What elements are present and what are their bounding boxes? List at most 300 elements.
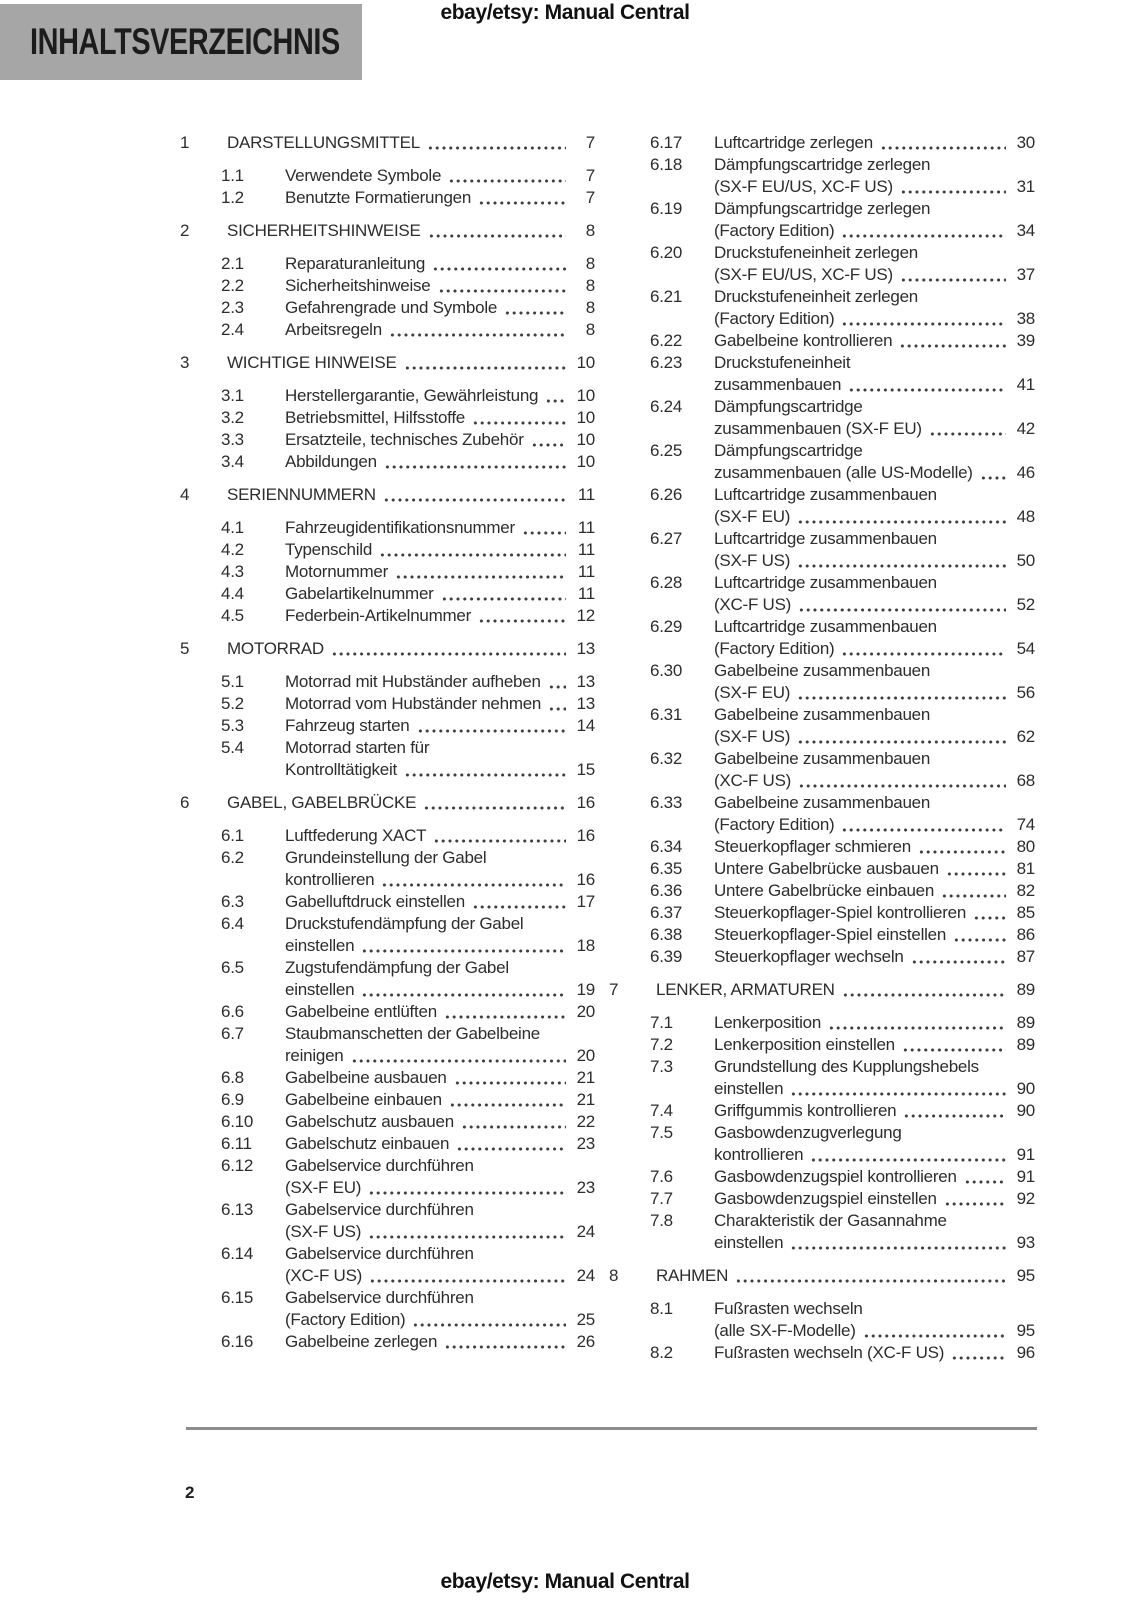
entry-title: Benutzte Formatierungen — [285, 188, 472, 207]
toc-entry-line — [714, 638, 1035, 660]
entry-page-number: 82 — [1016, 881, 1035, 900]
item-body — [285, 605, 595, 627]
item-number: 5.3 — [221, 716, 244, 735]
item-indent — [609, 572, 650, 616]
dot-leader — [380, 869, 566, 891]
item-number: 6.8 — [221, 1068, 244, 1087]
chapter-body — [656, 979, 1035, 1001]
item-body — [285, 385, 595, 407]
item-body — [714, 858, 1035, 880]
toc-item-row — [609, 616, 1035, 660]
toc-entry-line — [714, 924, 1035, 946]
entry-page-number: 34 — [1016, 221, 1035, 240]
entry-page-number: 11 — [577, 584, 595, 603]
item-number: 6.25 — [650, 441, 683, 460]
dot-leader — [477, 605, 566, 627]
chapter-number: 4 — [180, 485, 190, 504]
toc-item-row — [609, 946, 1035, 968]
dot-leader — [796, 682, 1006, 704]
item-body — [285, 407, 595, 429]
entry-page-number: 10 — [576, 353, 595, 372]
dot-leader — [440, 583, 566, 605]
item-indent — [609, 880, 650, 902]
dot-leader — [928, 418, 1006, 440]
toc-item-row — [609, 792, 1035, 836]
entry-title: Gabelbeine zusammenbauen — [714, 661, 931, 680]
chapter-body — [227, 484, 595, 506]
entry-title: Motornummer — [285, 562, 389, 581]
item-indent — [609, 902, 650, 924]
item-indent — [180, 187, 221, 209]
entry-title: (Factory Edition) — [714, 639, 835, 658]
item-indent — [180, 297, 221, 319]
entry-title: Luftcartridge zusammenbauen — [714, 529, 937, 548]
toc-item-row — [609, 1166, 1035, 1188]
item-number: 4.2 — [221, 540, 244, 559]
toc-item-row — [180, 319, 595, 341]
item-number: 7.2 — [650, 1035, 673, 1054]
dot-leader — [979, 462, 1006, 484]
entry-page-number: 23 — [576, 1178, 595, 1197]
toc-item-row — [609, 352, 1035, 396]
chapter-number: 6 — [180, 793, 190, 812]
item-body — [285, 957, 595, 1001]
chapter-body — [227, 132, 595, 154]
entry-title: Gasbowdenzugspiel kontrollieren — [714, 1167, 957, 1186]
toc-item-row — [180, 187, 595, 209]
item-body — [285, 891, 595, 913]
entry-title: Gabelbeine einbauen — [285, 1090, 442, 1109]
item-body — [714, 352, 1035, 396]
entry-title: Steuerkopflager wechseln — [714, 947, 904, 966]
toc-entry-line — [285, 561, 595, 583]
entry-title: Fahrzeugidentifikationsnummer — [285, 518, 515, 537]
entry-title: Gasbowdenzugverlegung — [714, 1123, 902, 1142]
item-body — [714, 1012, 1035, 1034]
toc-entry-line — [285, 693, 595, 715]
entry-title: DARSTELLUNGSMITTEL — [227, 133, 420, 152]
entry-title: WICHTIGE HINWEISE — [227, 353, 397, 372]
entry-title: Staubmanschetten der Gabelbeine — [285, 1024, 540, 1043]
entry-title: Gabelluftdruck einstellen — [285, 892, 465, 911]
toc-entry-line — [227, 484, 595, 506]
item-body — [285, 737, 595, 781]
item-indent — [609, 924, 650, 946]
dot-leader — [437, 275, 567, 297]
chapter-number: 5 — [180, 639, 190, 658]
entry-title: (SX-F EU/US, XC-F US) — [714, 177, 893, 196]
entry-page-number: 81 — [1016, 859, 1035, 878]
entry-title: (SX-F US) — [285, 1222, 362, 1241]
footer-rule — [186, 1427, 1037, 1430]
entry-page-number: 93 — [1016, 1233, 1035, 1252]
dot-leader — [789, 1232, 1006, 1254]
item-indent — [609, 352, 650, 396]
toc-entry-line — [227, 792, 595, 814]
entry-title: Druckstufendämpfung der Gabel — [285, 914, 524, 933]
item-body — [285, 715, 595, 737]
toc-item-row — [180, 1023, 595, 1067]
entry-page-number: 50 — [1016, 551, 1035, 570]
item-number: 6.19 — [650, 199, 683, 218]
item-number: 6.10 — [221, 1112, 254, 1131]
entry-title: SERIENNUMMERN — [227, 485, 376, 504]
toc-entry-line — [714, 880, 1035, 902]
dot-leader — [902, 1100, 1006, 1122]
item-number: 8.1 — [650, 1299, 673, 1318]
toc-chapter-row — [180, 352, 595, 374]
item-body — [285, 429, 595, 451]
entry-title: Ersatzteile, technisches Zubehör — [285, 430, 524, 449]
dot-leader — [521, 517, 566, 539]
item-indent — [609, 330, 650, 352]
toc-item-row — [180, 1287, 595, 1331]
item-indent — [609, 396, 650, 440]
item-number: 7.4 — [650, 1101, 673, 1120]
entry-title: Kontrolltätigkeit — [285, 760, 397, 779]
item-indent — [180, 407, 221, 429]
entry-page-number: 41 — [1016, 375, 1035, 394]
dot-leader — [910, 946, 1006, 968]
item-number: 5.4 — [221, 738, 244, 757]
toc-item-row — [180, 407, 595, 429]
item-body — [714, 1122, 1035, 1166]
toc-item-row — [609, 1012, 1035, 1034]
item-number: 6.29 — [650, 617, 683, 636]
dot-leader — [447, 165, 566, 187]
entry-title: Steuerkopflager-Spiel kontrollieren — [714, 903, 967, 922]
toc-chapter-row — [180, 792, 595, 814]
item-indent — [180, 1331, 221, 1353]
toc-entry-line — [285, 429, 595, 451]
toc-entry-line — [714, 902, 1035, 924]
item-body — [285, 517, 595, 539]
item-indent — [180, 1155, 221, 1199]
item-body — [285, 297, 595, 319]
toc-column-left — [180, 121, 595, 1364]
entry-title: Steuerkopflager schmieren — [714, 837, 911, 856]
dot-leader — [455, 1133, 566, 1155]
item-body — [714, 1166, 1035, 1188]
entry-page-number: 89 — [1016, 1035, 1035, 1054]
toc-item-row — [180, 451, 595, 473]
entry-page-number: 39 — [1016, 331, 1035, 350]
dot-leader — [503, 297, 566, 319]
toc-item-row — [609, 198, 1035, 242]
toc-entry-line — [714, 836, 1035, 858]
entry-title: Gasbowdenzugspiel einstellen — [714, 1189, 937, 1208]
dot-leader — [431, 253, 566, 275]
entry-page-number: 86 — [1016, 925, 1035, 944]
toc-chapter-row — [609, 1265, 1035, 1287]
item-body — [714, 528, 1035, 572]
item-indent — [180, 165, 221, 187]
dot-leader — [899, 264, 1006, 286]
toc-item-row — [609, 924, 1035, 946]
item-body — [285, 539, 595, 561]
item-indent — [180, 913, 221, 957]
toc-entry-line — [285, 1265, 595, 1287]
entry-title: Motorrad starten für — [285, 738, 430, 757]
toc-entry-line — [285, 1221, 595, 1243]
item-indent — [180, 737, 221, 781]
entry-page-number: 52 — [1016, 595, 1035, 614]
toc-item-row — [180, 847, 595, 891]
toc-entry-line — [227, 352, 595, 374]
dot-leader — [330, 638, 566, 660]
toc-entry-line — [714, 1078, 1035, 1100]
entry-page-number: 21 — [576, 1090, 595, 1109]
item-body — [285, 253, 595, 275]
item-indent — [180, 1287, 221, 1331]
entry-page-number: 24 — [576, 1222, 595, 1241]
toc-entry-line — [714, 220, 1035, 242]
entry-page-number: 37 — [1016, 265, 1035, 284]
toc-entry-line — [714, 1232, 1035, 1254]
toc-entry-line — [285, 385, 595, 407]
dot-leader — [443, 1331, 566, 1353]
item-number: 6.3 — [221, 892, 244, 911]
chapter-number: 3 — [180, 353, 190, 372]
toc-entry-line — [714, 308, 1035, 330]
entry-page-number: 7 — [585, 188, 595, 207]
toc-entry-line — [285, 451, 595, 473]
item-number: 6.31 — [650, 705, 683, 724]
entry-title: Gabelschutz ausbauen — [285, 1112, 454, 1131]
entry-page-number: 11 — [577, 540, 595, 559]
item-indent — [609, 704, 650, 748]
item-number: 6.22 — [650, 331, 683, 350]
toc-item-row — [180, 1111, 595, 1133]
item-indent — [609, 1012, 650, 1034]
item-body — [714, 1100, 1035, 1122]
item-body — [714, 946, 1035, 968]
entry-page-number: 8 — [585, 254, 595, 273]
item-body — [714, 1056, 1035, 1100]
dot-leader — [432, 825, 566, 847]
toc-entry-line — [285, 517, 595, 539]
item-number: 3.1 — [221, 386, 244, 405]
dot-leader — [796, 506, 1006, 528]
item-body — [714, 1298, 1035, 1342]
toc-entry-line — [714, 1188, 1035, 1210]
dot-leader — [940, 880, 1006, 902]
item-body — [285, 1111, 595, 1133]
entry-title: Lenkerposition einstellen — [714, 1035, 895, 1054]
toc-item-row — [609, 528, 1035, 572]
item-indent — [609, 660, 650, 704]
entry-title: Grundeinstellung der Gabel — [285, 848, 487, 867]
entry-page-number: 48 — [1016, 507, 1035, 526]
footer-watermark: ebay/etsy: Manual Central — [440, 1570, 690, 1593]
toc-item-row — [180, 517, 595, 539]
entry-title: Gabelbeine kontrollieren — [714, 331, 893, 350]
toc-entry-line — [285, 605, 595, 627]
entry-title: Typenschild — [285, 540, 373, 559]
item-indent — [609, 836, 650, 858]
toc-item-row — [609, 440, 1035, 484]
dot-leader — [917, 836, 1006, 858]
chapter-body — [227, 352, 595, 374]
entry-title: (Factory Edition) — [285, 1310, 406, 1329]
toc-entry-line — [285, 187, 595, 209]
item-indent — [609, 198, 650, 242]
item-body — [285, 1023, 595, 1067]
item-number: 6.16 — [221, 1332, 254, 1351]
item-number: 6.2 — [221, 848, 244, 867]
entry-title: SICHERHEITSHINWEISE — [227, 221, 421, 240]
item-indent — [609, 242, 650, 286]
toc-entry-line — [285, 583, 595, 605]
entry-title: (alle SX-F-Modelle) — [714, 1321, 856, 1340]
item-indent — [180, 451, 221, 473]
dot-leader — [789, 1078, 1006, 1100]
item-body — [285, 671, 595, 693]
item-number: 6.1 — [221, 826, 244, 845]
entry-title: Fußrasten wechseln — [714, 1299, 863, 1318]
toc-chapter-row — [609, 979, 1035, 1001]
dot-leader — [972, 902, 1006, 924]
toc-entry-line — [285, 297, 595, 319]
entry-title: (SX-F EU) — [714, 683, 791, 702]
chapter-body — [227, 638, 595, 660]
entry-title: Zugstufendämpfung der Gabel — [285, 958, 509, 977]
dot-leader — [388, 319, 566, 341]
item-number: 7.8 — [650, 1211, 673, 1230]
toc-entry-line — [285, 935, 595, 957]
entry-page-number: 21 — [576, 1068, 595, 1087]
item-number: 1.2 — [221, 188, 244, 207]
toc-item-row — [609, 880, 1035, 902]
dot-leader — [879, 132, 1006, 154]
entry-title: (SX-F EU) — [714, 507, 791, 526]
dot-leader — [950, 1342, 1006, 1364]
item-number: 7.5 — [650, 1123, 673, 1142]
dot-leader — [734, 1265, 1006, 1287]
item-number: 6.23 — [650, 353, 683, 372]
entry-page-number: 13 — [576, 694, 595, 713]
entry-title: Federbein-Artikelnummer — [285, 606, 472, 625]
item-body — [714, 440, 1035, 484]
toc-item-row — [609, 1056, 1035, 1100]
dot-leader — [411, 1309, 566, 1331]
toc-entry-line — [285, 1133, 595, 1155]
item-number: 6.4 — [221, 914, 244, 933]
toc-entry-line — [285, 275, 595, 297]
dot-leader — [862, 1320, 1006, 1342]
item-body — [285, 693, 595, 715]
toc-entry-line — [285, 319, 595, 341]
item-number: 6.39 — [650, 947, 683, 966]
item-number: 6.17 — [650, 133, 683, 152]
dot-leader — [460, 1111, 566, 1133]
toc-item-row — [180, 1199, 595, 1243]
entry-page-number: 31 — [1016, 177, 1035, 196]
item-number: 5.2 — [221, 694, 244, 713]
toc-item-row — [180, 539, 595, 561]
entry-page-number: 91 — [1016, 1145, 1035, 1164]
entry-title: Gabelservice durchführen — [285, 1244, 474, 1263]
item-indent — [180, 561, 221, 583]
toc-item-row — [180, 385, 595, 407]
entry-page-number: 56 — [1016, 683, 1035, 702]
dot-leader — [367, 1221, 566, 1243]
entry-title: LENKER, ARMATUREN — [656, 980, 835, 999]
item-number: 3.4 — [221, 452, 244, 471]
entry-page-number: 10 — [576, 386, 595, 405]
item-number: 4.1 — [221, 518, 244, 537]
toc-item-row — [609, 572, 1035, 616]
item-body — [285, 187, 595, 209]
toc-item-row — [180, 1155, 595, 1199]
toc-entry-line — [285, 539, 595, 561]
entry-title: (Factory Edition) — [714, 309, 835, 328]
item-body — [285, 275, 595, 297]
toc-item-row — [609, 836, 1035, 858]
dot-leader — [809, 1144, 1006, 1166]
item-indent — [609, 1122, 650, 1166]
dot-leader — [840, 638, 1006, 660]
entry-title: Dämpfungscartridge — [714, 397, 863, 416]
item-number: 6.27 — [650, 529, 683, 548]
toc-item-row — [180, 605, 595, 627]
entry-title: Verwendete Symbole — [285, 166, 442, 185]
dot-leader — [471, 407, 566, 429]
entry-title: Steuerkopflager-Spiel einstellen — [714, 925, 947, 944]
entry-title: Gabelbeine zerlegen — [285, 1332, 438, 1351]
entry-page-number: 16 — [576, 826, 595, 845]
item-number: 6.15 — [221, 1288, 254, 1307]
dot-leader — [945, 858, 1006, 880]
dot-leader — [378, 539, 566, 561]
toc-item-row — [609, 1034, 1035, 1056]
dot-leader — [530, 429, 566, 451]
toc-entry-line — [285, 671, 595, 693]
toc-item-row — [180, 1001, 595, 1023]
item-indent — [609, 1210, 650, 1254]
toc-entry-line — [714, 374, 1035, 396]
item-indent — [609, 154, 650, 198]
item-body — [714, 836, 1035, 858]
item-indent — [609, 616, 650, 660]
toc-entry-line — [227, 638, 595, 660]
toc-item-row — [180, 253, 595, 275]
chapter-number: 8 — [609, 1266, 619, 1285]
item-number: 7.7 — [650, 1189, 673, 1208]
item-indent — [180, 1243, 221, 1287]
item-indent — [609, 858, 650, 880]
toc-entry-line — [285, 869, 595, 891]
dot-leader — [368, 1265, 566, 1287]
entry-title: zusammenbauen — [714, 375, 842, 394]
toc-entry-line — [285, 891, 595, 913]
entry-title: einstellen — [285, 936, 355, 955]
toc-entry-line — [656, 979, 1035, 1001]
dot-leader — [471, 891, 566, 913]
entry-page-number: 10 — [576, 408, 595, 427]
chapter-number: 2 — [180, 221, 190, 240]
toc-entry-line — [285, 253, 595, 275]
entry-page-number: 95 — [1016, 1321, 1035, 1340]
entry-page-number: 90 — [1016, 1101, 1035, 1120]
toc-entry-line — [285, 1111, 595, 1133]
entry-page-number: 89 — [1016, 1013, 1035, 1032]
toc-item-row — [180, 583, 595, 605]
entry-page-number: 18 — [576, 936, 595, 955]
item-number: 2.3 — [221, 298, 244, 317]
entry-page-number: 10 — [576, 430, 595, 449]
entry-page-number: 16 — [576, 793, 595, 812]
